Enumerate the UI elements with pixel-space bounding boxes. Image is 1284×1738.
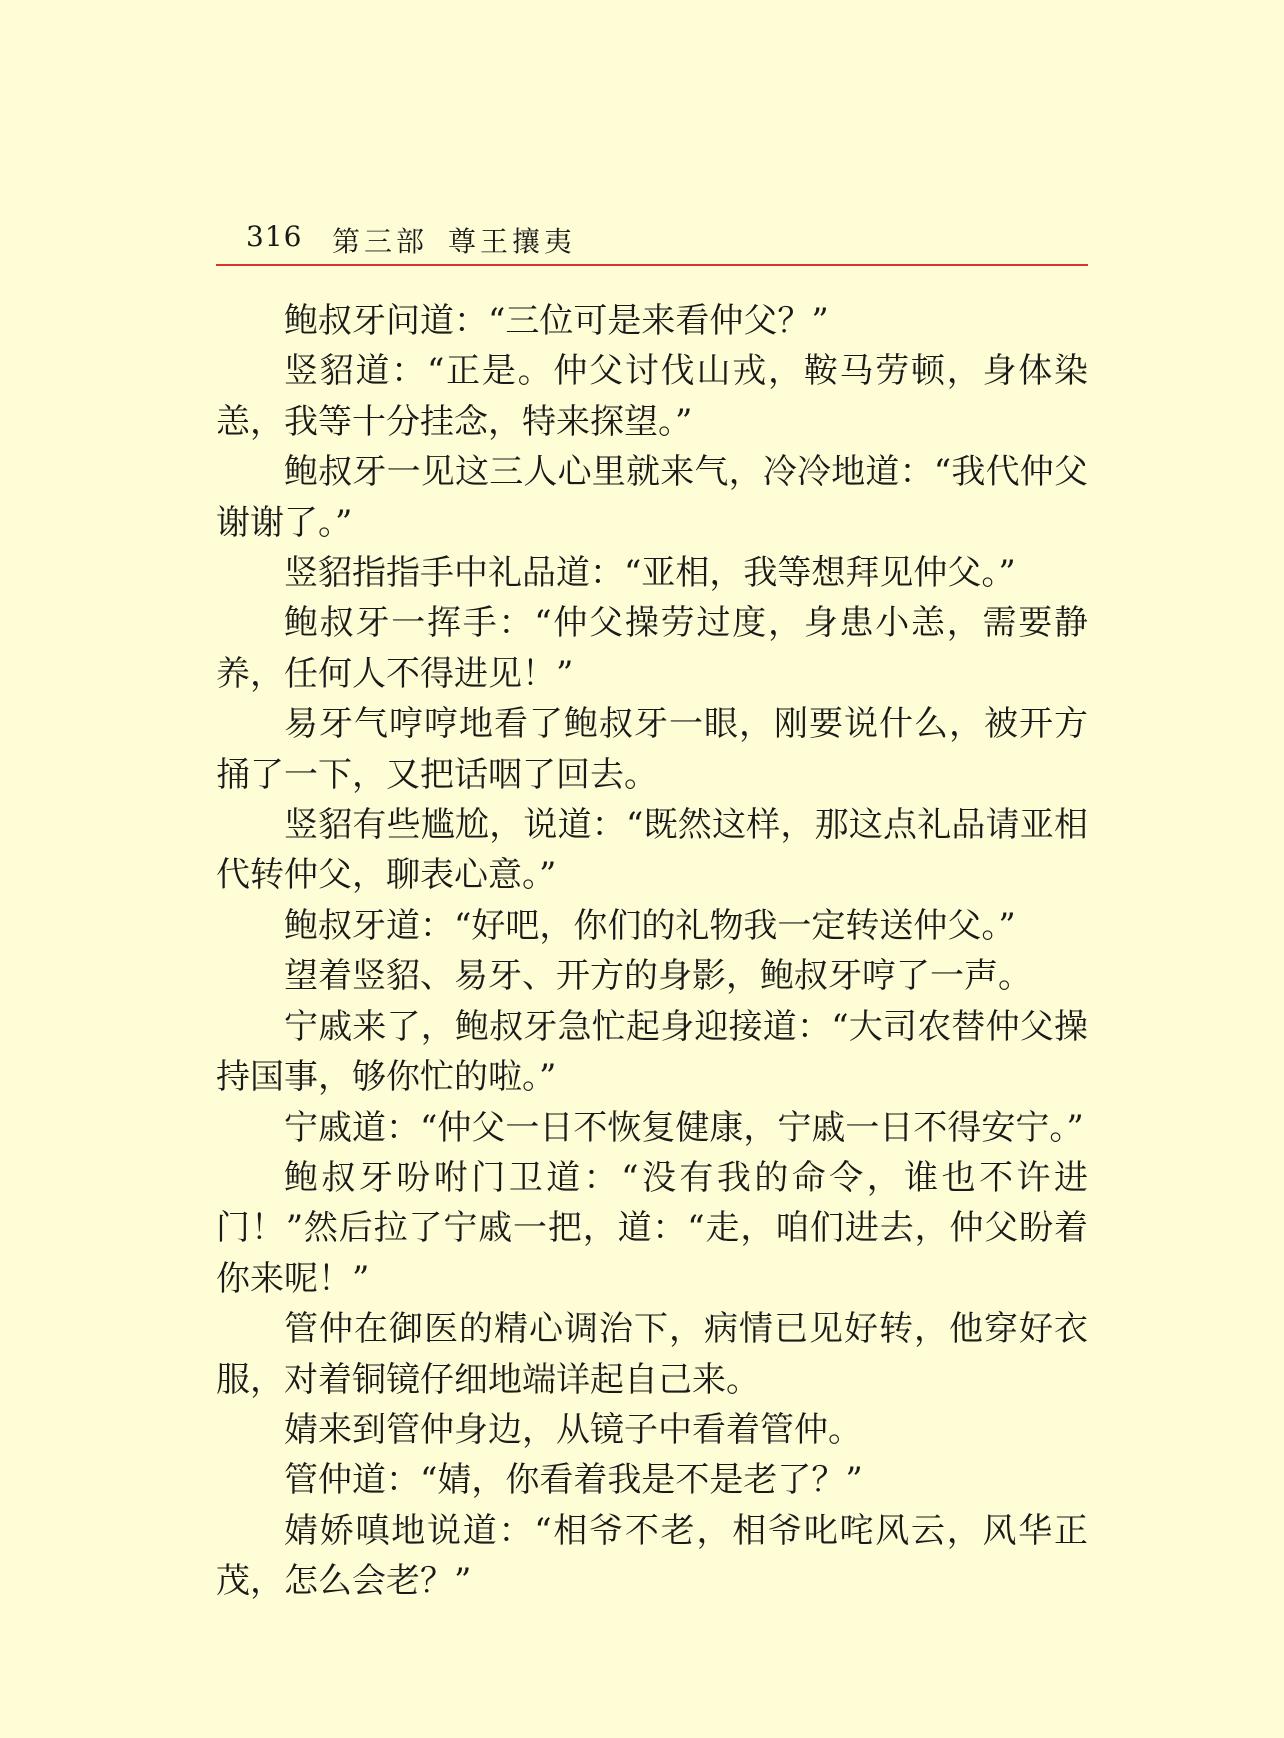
paragraph: 鲍叔牙道：“好吧，你们的礼物我一定转送仲父。” bbox=[284, 905, 1016, 946]
page-number: 316 bbox=[246, 220, 303, 253]
book-title: 尊王攘夷 bbox=[448, 225, 577, 258]
paragraph: 竖貂指指手中礼品道：“亚相，我等想拜见仲父。” bbox=[284, 553, 1016, 594]
paragraph: 宁戚道：“仲父一日不恢复健康，宁戚一日不得安宁。” bbox=[284, 1107, 1084, 1148]
body-text bbox=[216, 296, 1088, 1607]
paragraph: 管仲道：“婧，你看着我是不是老了？” bbox=[284, 1460, 863, 1501]
paragraph: 鲍叔牙吩咐门卫道：“没有我的命令，谁也不许进门！”然后拉了宁戚一把，道：“走，咱们进去，仲父盼着你来呢！” bbox=[216, 1157, 1088, 1299]
paragraph: 望着竖貂、易牙、开方的身影，鲍叔牙哼了一声。 bbox=[284, 956, 1032, 997]
part-title: 第三部 bbox=[332, 225, 429, 258]
paragraph: 竖貂有些尴尬，说道：“既然这样，那这点礼品请亚相代转仲父，聊表心意。” bbox=[216, 805, 1088, 896]
paragraph: 婧娇嗔地说道：“相爷不老，相爷叱咤风云，风华正茂，怎么会老？” bbox=[216, 1510, 1088, 1602]
paragraph: 宁戚来了，鲍叔牙急忙起身迎接道：“大司农替仲父操持国事，够你忙的啦。” bbox=[216, 1006, 1088, 1098]
paragraph: 管仲在御医的精心调治下，病情已见好转，他穿好衣服，对着铜镜仔细地端详起自己来。 bbox=[216, 1309, 1088, 1400]
paragraph: 竖貂道：“正是。仲父讨伐山戎，鞍马劳顿，身体染恙，我等十分挂念，特来探望。” bbox=[216, 351, 1088, 442]
paragraph: 鲍叔牙问道：“三位可是来看仲父？” bbox=[284, 301, 829, 341]
paragraph: 鲍叔牙一见这三人心里就来气，冷冷地道：“我代仲父谢谢了。” bbox=[216, 452, 1088, 543]
paragraph: 鲍叔牙一挥手：“仲父操劳过度，身患小恙，需要静养，任何人不得进见！” bbox=[216, 603, 1088, 694]
paragraph: 易牙气哼哼地看了鲍叔牙一眼，刚要说什么，被开方捅了一下，又把话咽了回去。 bbox=[216, 704, 1088, 795]
running-header bbox=[216, 216, 1088, 266]
paragraph: 婧来到管仲身边，从镜子中看着管仲。 bbox=[284, 1409, 862, 1450]
